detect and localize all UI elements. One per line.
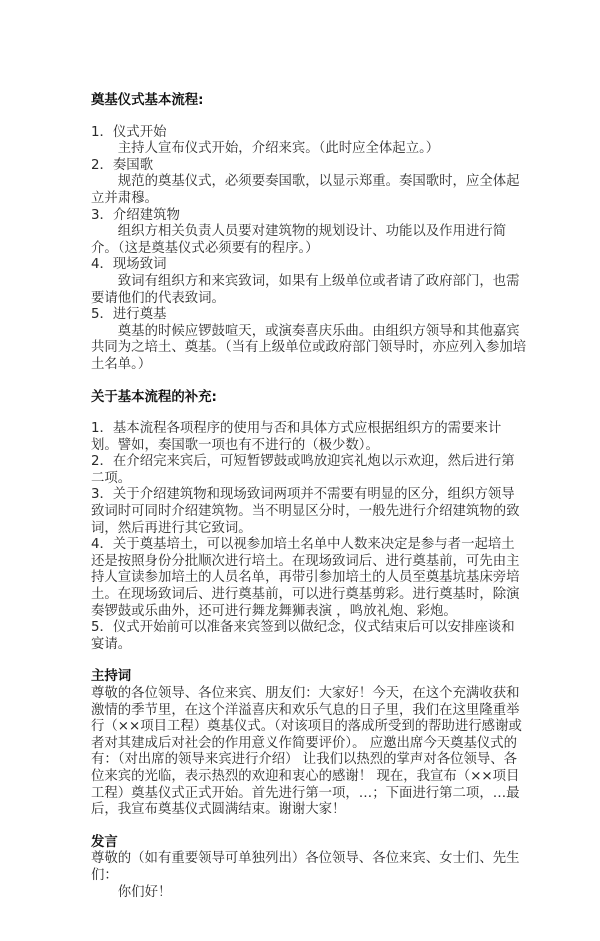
paragraph: 尊敬的（如有重要领导可单独列出）各位领导、各位来宾、女士们、先生们： [91, 851, 520, 883]
list-item: 1．基本流程各项程序的使用与否和具体方式应根据组织方的需要来计划。譬如，奏国歌一项也有不进行的（极少数）。 [91, 421, 502, 453]
section-speech [91, 835, 527, 901]
list-item: 5．仪式开始前可以准备来宾签到以做纪念，仪式结束后可以安排座谈和宴请。 [91, 620, 515, 652]
list-item-heading: 1．仪式开始 [91, 124, 167, 140]
list-item: 3．关于介绍建筑物和现场致词两项并不需要有明显的区分，组织方领导致词时可同时介绍建筑物。当不明显区分时，一般先进行介绍建筑物的致词，然后再进行其它致词。 [91, 487, 520, 536]
section-host-speech [91, 669, 527, 818]
paragraph: 尊敬的各位领导、各位来宾、朋友们：大家好！今天，在这个充满收获和激情的季节里，在这个洋溢喜庆和欢乐气息的日子里，我们在这里隆重举行（××项目工程）奠基仪式。（对该项目的落成所受到的帮助进行感谢或者对其建成后对社会的作用意义作简要评价）。 应邀出席今天奠基仪式的有：（对出席的领导来宾进行介绍） 让我们以热烈的掌声对各位领导、各位来宾的光临，表示热烈的欢迎和衷心的感谢！ 现在，我宣布（××项目工程）奠基仪式正式开始。首先进行第一项，…；下面进行第二项，…最后，我宣布奠基仪式圆满结束。谢谢大家！ [91, 686, 522, 818]
section-basic-procedure [91, 93, 527, 374]
list-item-body: 奠基的时候应锣鼓喧天，或演奏喜庆乐曲。由组织方领导和其他嘉宾共同为之培土、奠基。（当有上级单位或政府部门领导时，亦应列入参加培土名单。） [91, 323, 527, 372]
paragraph: 你们好！ [117, 884, 172, 900]
list-item-heading: 4．现场致词 [91, 257, 167, 273]
list-item-body: 致词有组织方和来宾致词，如果有上级单位或者请了政府部门，也需要请他们的代表致词。 [91, 273, 520, 306]
list-item: 2．在介绍完来宾后，可短暂锣鼓或鸣放迎宾礼炮以示欢迎，然后进行第二项。 [91, 454, 515, 486]
list-item-heading: 2．奏国歌 [91, 157, 154, 173]
list-item-body: 组织方相关负责人员要对建筑物的规划设计、功能以及作用进行简介。（这是奠基仪式必须要有的程序。） [91, 224, 507, 256]
list-item: 4．关于奠基培土，可以视参加培土名单中人数来决定是参与者一起培土还是按照身份分批顺次进行培土。在现场致词后、进行奠基前，可先由主持人宣读参加培土的人员名单，再带引参加培土的人员至奠基坑基床旁培土。在现场致词后、进行奠基前，可以进行奠基剪彩。进行奠基时，除演奏锣鼓或乐曲外，还可进行舞龙舞狮表演 ，鸣放礼炮、彩炮。 [91, 537, 520, 619]
section-title: 关于基本流程的补充: [91, 389, 217, 405]
list-item-heading: 5．进行奠基 [91, 307, 167, 323]
section-title: 奠基仪式基本流程: [91, 93, 204, 108]
section-title: 发言 [91, 834, 118, 850]
list-item-body: 主持人宣布仪式开始，介绍来宾。（此时应全体起立。） [117, 141, 440, 157]
list-item-heading: 3．介绍建筑物 [91, 207, 180, 223]
section-supplement [91, 390, 527, 654]
list-item-body: 规范的奠基仪式，必须要奏国歌，以显示郑重。奏国歌时，应全体起立并肃穆。 [91, 174, 520, 206]
section-title: 主持词 [91, 669, 132, 685]
